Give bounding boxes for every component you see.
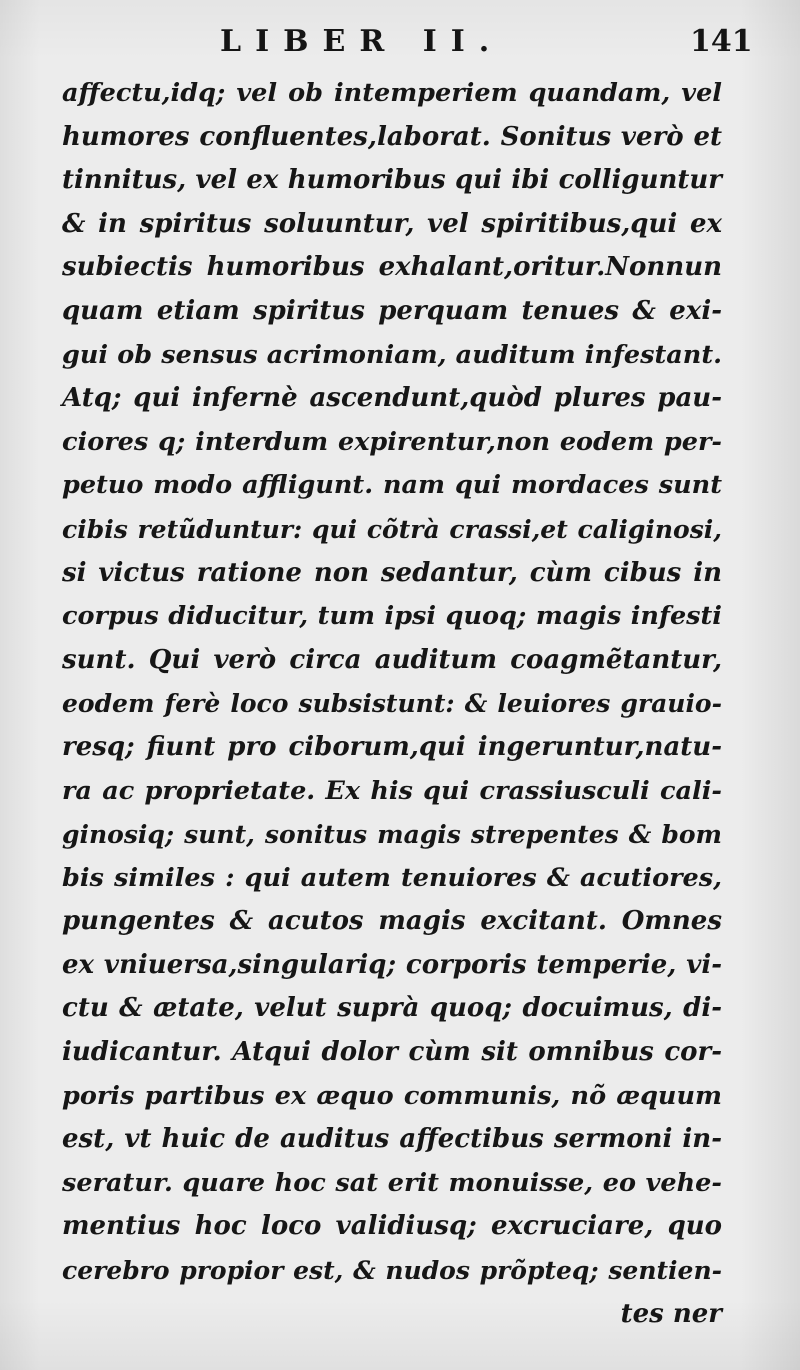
text-line: corpus diducitur, tum ipsi quoq; magis infesti <box>62 601 722 632</box>
text-line: eodem ferè loco subsistunt: & leuiores grauio- <box>62 689 722 719</box>
running-head: LIBER II. <box>220 24 504 59</box>
text-line: bis similes : qui autem tenuiores & acutiores, <box>62 862 722 893</box>
body-text <box>62 72 722 1336</box>
text-line: sunt. Qui verò circa auditum coagmẽtantur, <box>62 644 722 675</box>
text-line: petuo modo affligunt. nam qui mordaces sunt <box>62 470 722 501</box>
text-line: ginosiq; sunt, sonitus magis strepentes & bom <box>62 820 722 850</box>
text-line: gui ob sensus acrimoniam, auditum infestant. <box>62 339 722 370</box>
text-line: quam etiam spiritus perquam tenues & exi- <box>62 295 722 326</box>
page-header <box>0 22 800 62</box>
text-line: ra ac proprietate. Ex his qui crassiusculi cali- <box>62 775 722 806</box>
text-line: est, vt huic de auditus affectibus sermoni in- <box>62 1124 722 1155</box>
page-number: 141 <box>690 24 753 59</box>
text-line: ciores q; interdum expirentur,non eodem per- <box>62 426 722 457</box>
text-line: iudicantur. Atqui dolor cùm sit omnibus cor- <box>62 1037 722 1068</box>
text-line: pungentes & acutos magis excitant. Omnes <box>62 906 722 937</box>
text-line: seratur. quare hoc sat erit monuisse, eo vehe- <box>62 1167 722 1198</box>
text-line: poris partibus ex æquo communis, nõ æquum <box>62 1080 722 1111</box>
text-line: humores confluentes,laborat. Sonitus verò et <box>62 121 722 152</box>
text-line: resq; fiunt pro ciborum,qui ingeruntur,natu- <box>62 731 722 762</box>
text-line: cerebro propior est, & nudos prõpteq; sentien- <box>62 1256 722 1286</box>
text-line: ex vniuersa,singulariq; corporis temperie, vi- <box>62 949 722 980</box>
catchword: tes ner <box>620 1298 722 1329</box>
text-line: affectu,idq; vel ob intemperiem quandam, vel <box>62 78 722 108</box>
text-line: & in spiritus soluuntur, vel spiritibus,qui ex <box>62 208 722 239</box>
text-line: cibis retũduntur: qui cõtrà crassi,et caliginosi, <box>62 514 722 544</box>
text-line: tinnitus, vel ex humoribus qui ibi colliguntur <box>62 165 722 196</box>
text-line: subiectis humoribus exhalant,oritur.Nonnun <box>62 252 722 283</box>
text-line: ctu & ætate, velut suprà quoq; docuimus, di- <box>62 993 722 1024</box>
text-line: si victus ratione non sedantur, cùm cibus in <box>62 557 722 588</box>
text-line: mentius hoc loco validiusq; excruciare, quo <box>62 1211 722 1242</box>
text-line: Atq; qui infernè ascendunt,quòd plures pau- <box>62 383 722 414</box>
